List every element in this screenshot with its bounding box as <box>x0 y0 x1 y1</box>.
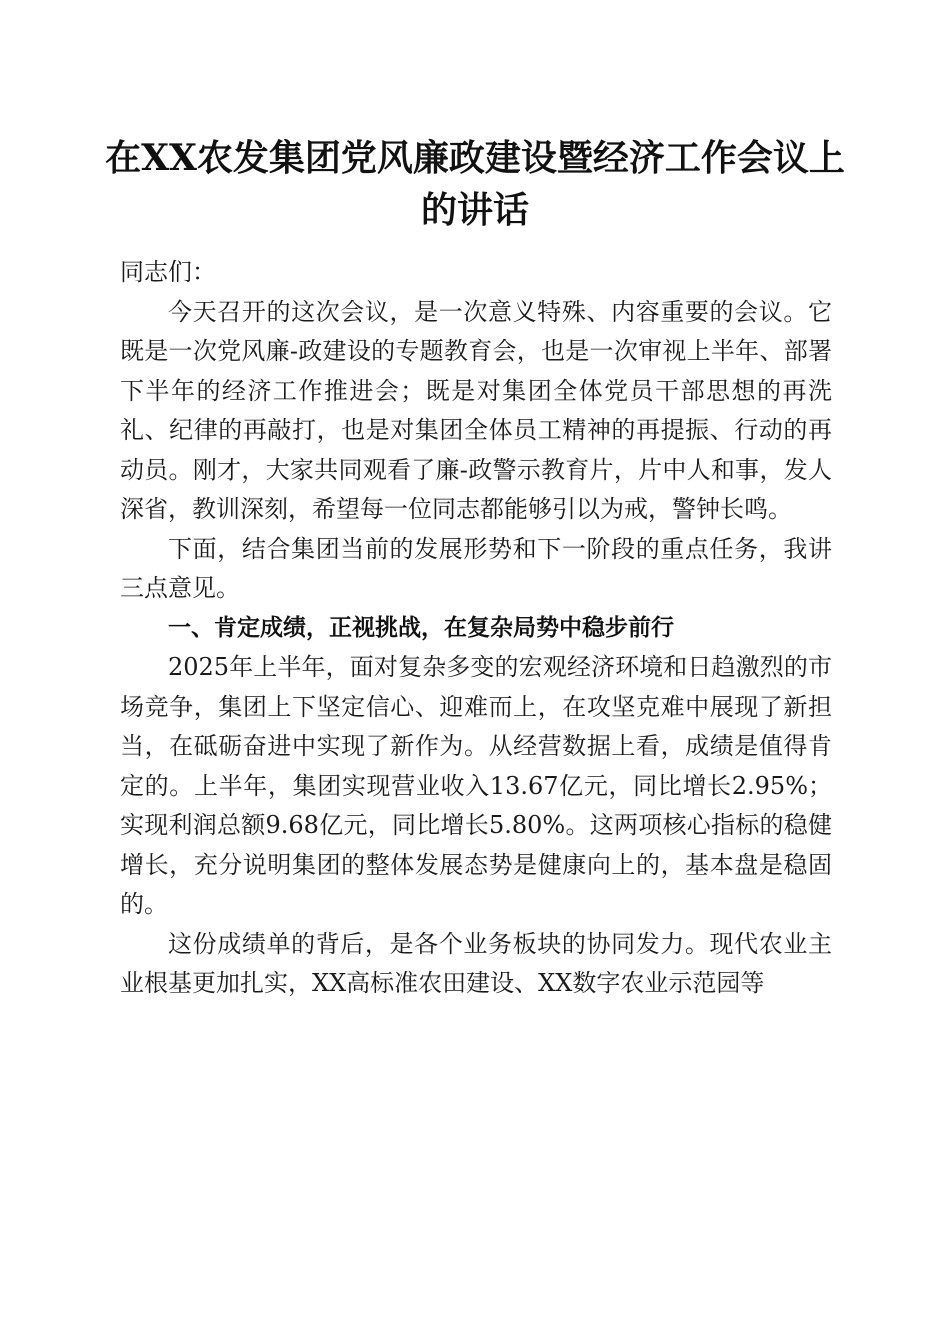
paragraph: 今天召开的这次会议，是一次意义特殊、内容重要的会议。它既是一次党风廉-政建设的专题教育会，也是一次审视上半年、部署下半年的经济工作推进会；既是对集团全体党员干部思想的再洗礼、纪律的再敲打，也是对集团全体员工精神的再提振、行动的再动员。刚才，大家共同观看了廉-政警示教育片，片中人和事，发人深省，教训深刻，希望每一位同志都能够引以为戒，警钟长鸣。 <box>120 297 832 523</box>
document-body <box>120 253 832 1004</box>
section-heading: 一、肯定成绩，正视挑战，在复杂局势中稳步前行 <box>168 614 674 641</box>
paragraph: 下面，结合集团当前的发展形势和下一阶段的重点任务，我讲三点意见。 <box>120 534 832 602</box>
document-title: 在XX农发集团党风廉政建设暨经济工作会议上的讲话 <box>105 137 845 231</box>
salutation: 同志们： <box>120 258 216 286</box>
paragraph: 2025年上半年，面对复杂多变的宏观经济环境和日趋激烈的市场竞争，集团上下坚定信心、迎难而上，在攻坚克难中展现了新担当，在砥砺奋进中实现了新作为。从经营数据上看，成绩是值得肯定的。上半年，集团实现营业收入13.67亿元，同比增长2.95%；实现利润总额9.68亿元，同比增长5.80%。这两项核心指标的稳健增长，充分说明集团的整体发展态势是健康向上的，基本盘是稳固的。 <box>120 653 832 918</box>
paragraph: 这份成绩单的背后，是各个业务板块的协同发力。现代农业主业根基更加扎实，XX高标准农田建设、XX数字农业示范园等 <box>120 929 832 997</box>
